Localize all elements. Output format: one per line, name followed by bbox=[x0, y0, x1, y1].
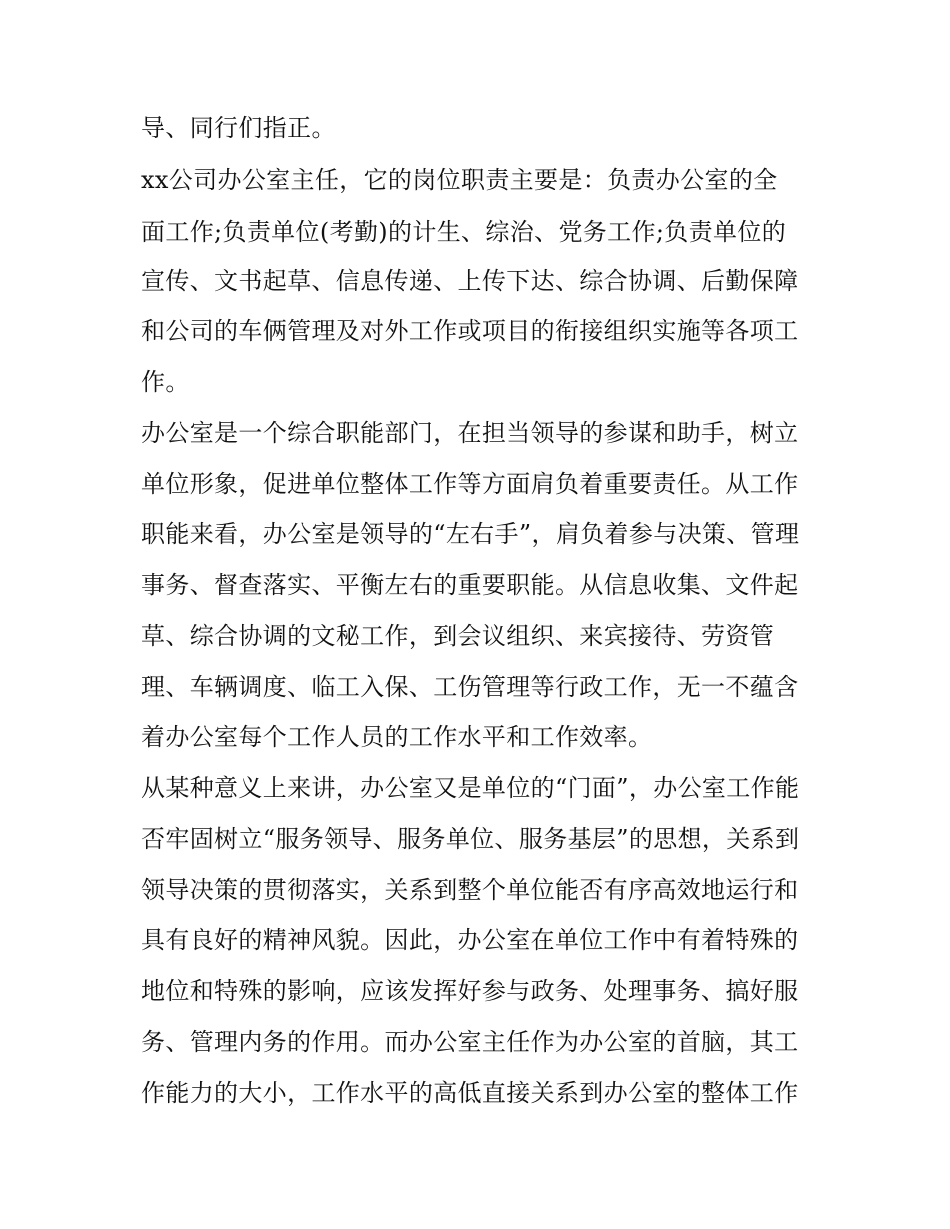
text-line: 导、同行们指正。 bbox=[141, 114, 336, 142]
text-line: 面工作;负责单位(考勤)的计生、综治、党务工作;负责单位的 bbox=[141, 218, 787, 246]
text-line: 从某种意义上来讲，办公室又是单位的“门面”，办公室工作能 bbox=[141, 774, 800, 802]
text-line: 作。 bbox=[141, 368, 190, 396]
text-line: 宣传、文书起草、信息传递、上传下达、综合协调、后勤保障 bbox=[141, 267, 799, 295]
text-line: 草、综合协调的文秘工作，到会议组织、来宾接待、劳资管 bbox=[141, 622, 775, 650]
text-line: 作能力的大小，工作水平的高低直接关系到办公室的整体工作 bbox=[141, 1079, 799, 1107]
text-line: 理、车辆调度、临工入保、工伤管理等行政工作，无一不蕴含 bbox=[141, 673, 799, 701]
text-line: 地位和特殊的影响，应该发挥好参与政务、处理事务、搞好服 bbox=[141, 977, 799, 1005]
text-line: 领导决策的贯彻落实，关系到整个单位能否有序高效地运行和 bbox=[141, 876, 799, 904]
text-line: xx公司办公室主任，它的岗位职责主要是：负责办公室的全 bbox=[141, 166, 778, 194]
text-line: 和公司的车俩管理及对外工作或项目的衔接组织实施等各项工 bbox=[141, 317, 799, 345]
text-line: 办公室是一个综合职能部门，在担当领导的参谋和助手，树立 bbox=[141, 419, 799, 447]
text-line: 务、管理内务的作用。而办公室主任作为办公室的首脑，其工 bbox=[141, 1028, 799, 1056]
text-line: 单位形象，促进单位整体工作等方面肩负着重要责任。从工作 bbox=[141, 470, 799, 498]
text-line: 事务、督查落实、平衡左右的重要职能。从信息收集、文件起 bbox=[141, 571, 799, 599]
text-line: 职能来看，办公室是领导的“左右手”，肩负着参与决策、管理 bbox=[141, 520, 800, 548]
text-line: 着办公室每个工作人员的工作水平和工作效率。 bbox=[141, 723, 653, 751]
text-line: 具有良好的精神风貌。因此，办公室在单位工作中有着特殊的 bbox=[141, 926, 799, 954]
text-line: 否牢固树立“服务领导、服务单位、服务基层”的思想，关系到 bbox=[141, 825, 800, 853]
